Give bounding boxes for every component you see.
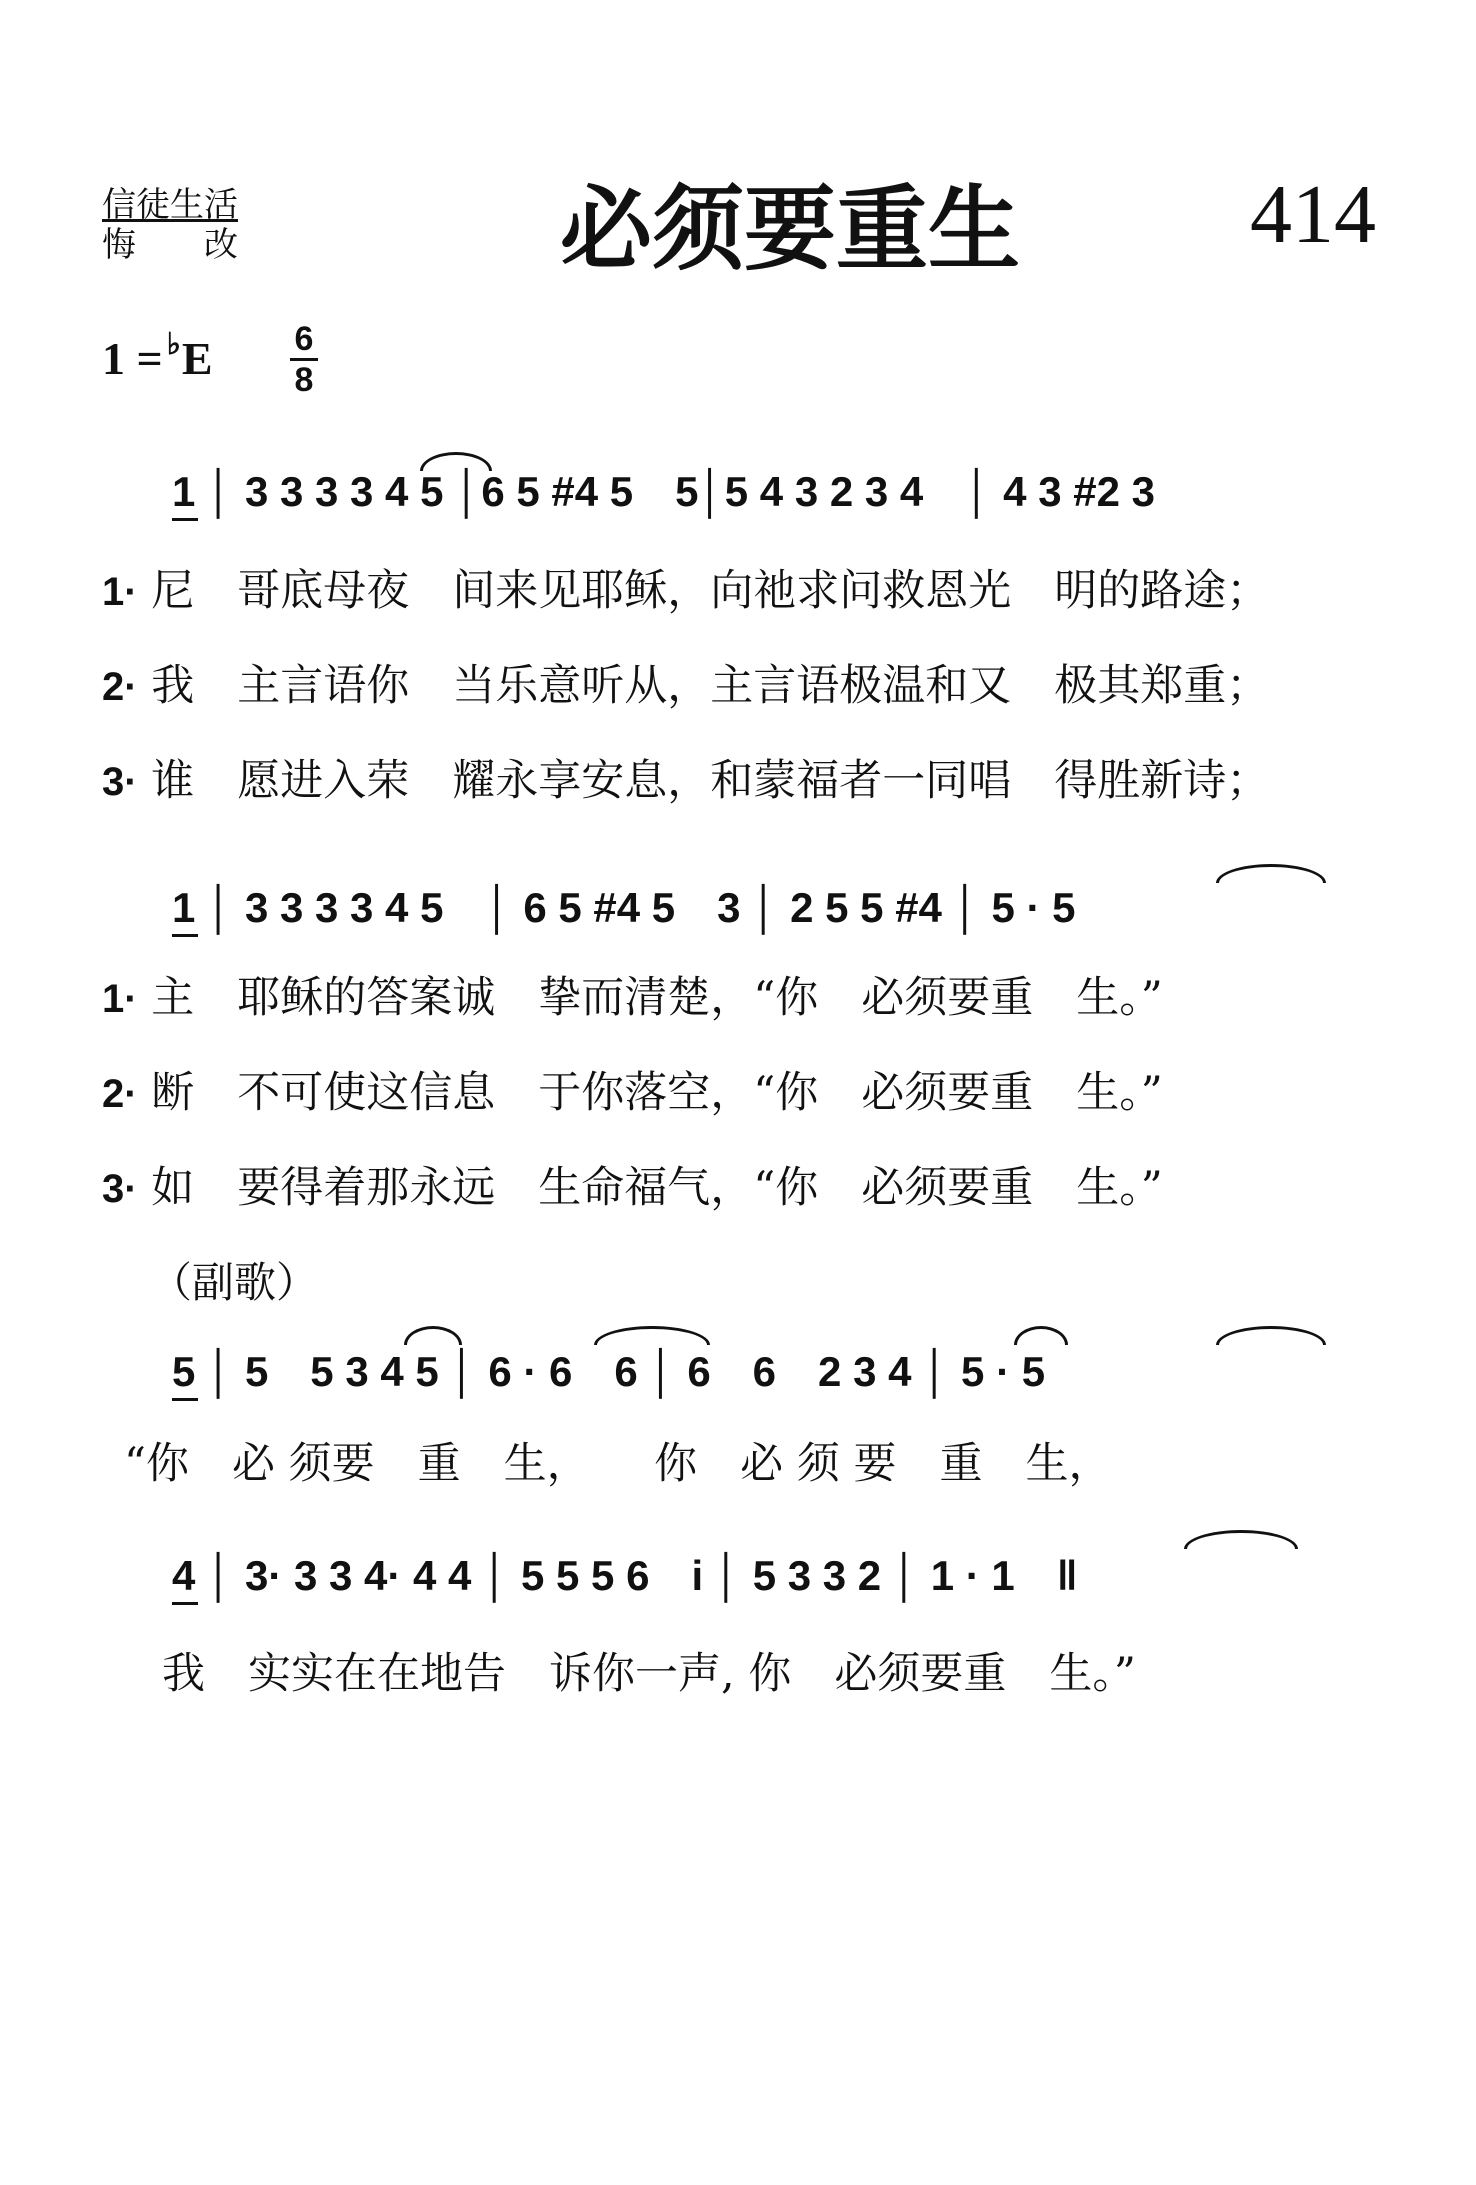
notation-system-3: 5 │ 5 5 3 4 5 │ 6 · 6 6 │ 6 6 2 3 4 │ 5 · 5 (172, 1348, 1046, 1395)
slur-mark (404, 1326, 462, 1345)
verse-number: 3· (102, 760, 138, 804)
verse-number: 2· (102, 1072, 138, 1116)
verse-number: 3· (102, 1167, 138, 1211)
category-label: 信徒生活 (102, 185, 238, 225)
beam-underline (172, 1398, 198, 1401)
verse-2-line-b (102, 1065, 1163, 1122)
beam-underline (172, 934, 198, 937)
verse-number: 2· (102, 665, 138, 709)
verse-1-line-a (102, 563, 1269, 620)
hymn-title: 必须要重生 (560, 176, 1021, 283)
verse-text: 谁 愿进入荣 耀永享安息，和蒙福者一同唱 得胜新诗； (151, 756, 1270, 806)
key-note: E (181, 333, 213, 384)
slur-mark (420, 452, 492, 471)
hymn-number: 414 (1250, 168, 1376, 261)
key-signature (102, 328, 213, 390)
slur-mark (1216, 1326, 1326, 1345)
time-signature (290, 322, 318, 397)
slur-mark (594, 1326, 710, 1345)
beam-underline (172, 518, 198, 521)
key-prefix: 1 = (102, 333, 163, 384)
verse-text: 断 不可使这信息 于你落空，“你 必须要重 生。” (151, 1068, 1163, 1118)
time-numerator: 6 (294, 320, 314, 358)
notation-system-1: 1 │ 3 3 3 3 4 5 │6 5 #4 5 5│5 4 3 2 3 4 │ 4 3 #2 3 (172, 468, 1155, 515)
slur-mark (1014, 1326, 1068, 1345)
verse-3-line-b (102, 1160, 1163, 1217)
flat-accidental: ♭ (166, 328, 181, 361)
verse-text: 如 要得着那永远 生命福气，“你 必须要重 生。” (151, 1163, 1163, 1213)
verse-text: 尼 哥底母夜 间来见耶稣，向祂求问救恩光 明的路途； (151, 566, 1270, 616)
beam-underline (172, 1602, 198, 1605)
slur-mark (1216, 864, 1326, 883)
notation-system-4: 4 │ 3· 3 3 4· 4 4 │ 5 5 5 6 i │ 5 3 3 2 │ 1 · 1 ‖ (172, 1552, 1078, 1599)
verse-2-line-a (102, 658, 1269, 715)
slur-mark (1184, 1530, 1298, 1549)
refrain-line-2: 我 实实在在地告 诉你一声, 你 必须要重 生。” (162, 1649, 1136, 1699)
verse-3-line-a (102, 753, 1269, 810)
verse-1-line-b (102, 970, 1163, 1027)
notation-system-2: 1 │ 3 3 3 3 4 5 │ 6 5 #4 5 3 │ 2 5 5 #4 │ 5 · 5 (172, 884, 1076, 931)
verse-number: 1· (102, 977, 138, 1021)
verse-number: 1· (102, 570, 138, 614)
subcategory-label: 悔 改 (102, 225, 238, 265)
time-denominator: 8 (294, 361, 314, 399)
verse-text: 主 耶稣的答案诚 挚而清楚，“你 必须要重 生。” (151, 973, 1163, 1023)
refrain-line-1: “你 必 须要 重 生， 你 必 须 要 重 生， (124, 1439, 1112, 1489)
refrain-label: （副歌） (150, 1258, 319, 1307)
verse-text: 我 主言语你 当乐意听从，主言语极温和又 极其郑重； (151, 661, 1270, 711)
